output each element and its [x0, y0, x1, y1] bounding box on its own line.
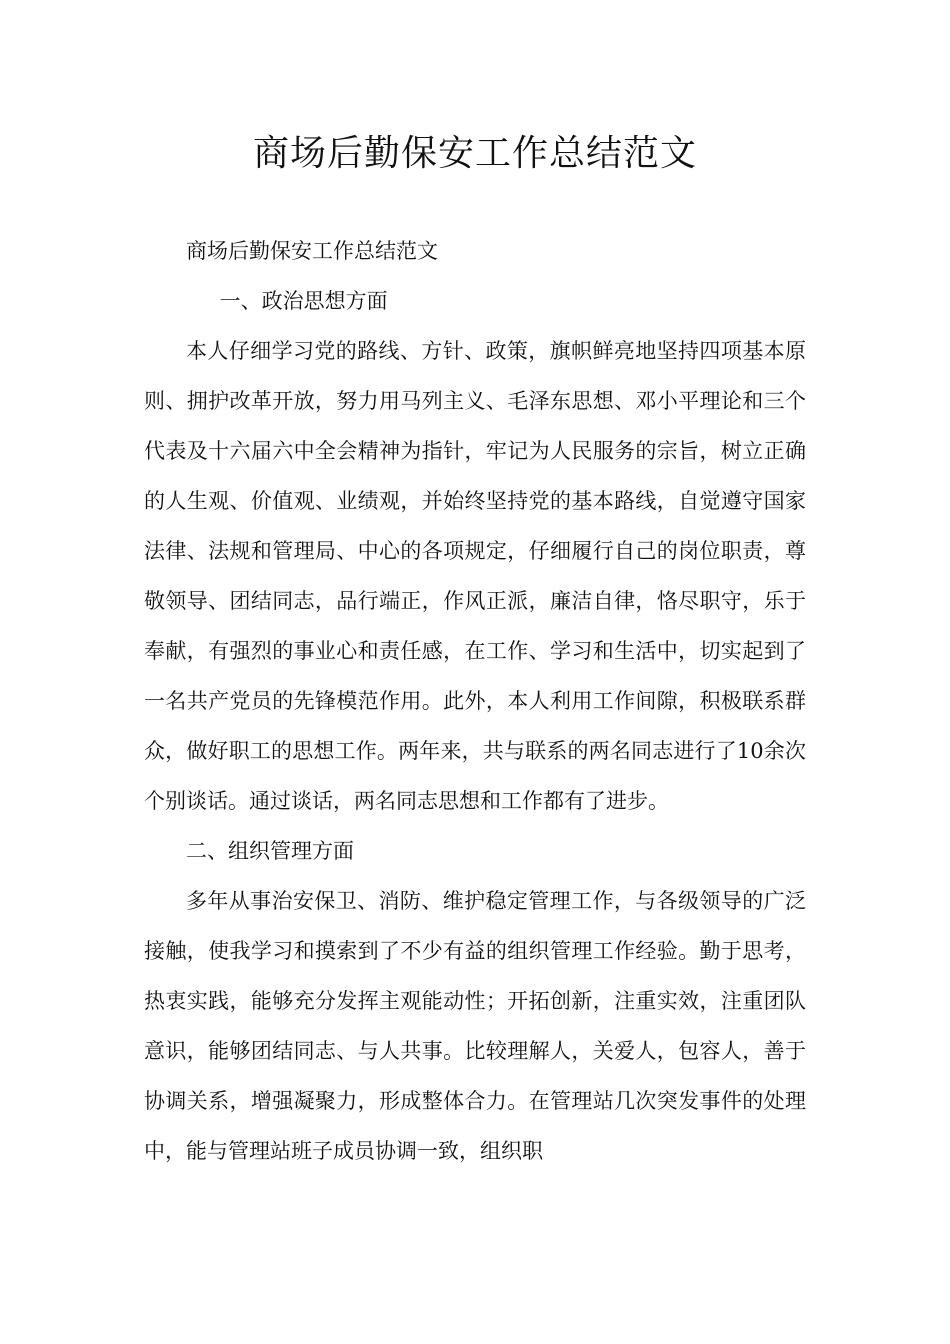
section-heading-political: 一、政治思想方面: [219, 289, 388, 313]
document-title: 商场后勤保安工作总结范文: [252, 133, 697, 174]
document-body: [144, 226, 806, 1176]
body-paragraph-political: 本人仔细学习党的路线、方针、政策，旗帜鲜亮地坚持四项基本原则、拥护改革开放，努力用马列主义、毛泽东思想、邓小平理论和三个代表及十六届六中全会精神为指针，牢记为人民服务的宗旨，树立正确的人生观、价值观、业绩观，并始终坚持党的基本路线，自觉遵守国家法律、法规和管理局、中心的各项规定，仔细履行自己的岗位职责，尊敬领导、团结同志，品行端正，作风正派，廉洁自律，恪尽职守，乐于奉献，有强烈的事业心和责任感，在工作、学习和生活中，切实起到了一名共产党员的先锋模范作用。此外，本人利用工作间隙，积极联系群众，做好职工的思想工作。两年来，共与联系的两名同志进行了10余次个别谈话。通过谈话，两名同志思想和工作都有了进步。: [144, 339, 806, 813]
subtitle-paragraph: 商场后勤保安工作总结范文: [186, 239, 438, 263]
body-paragraph-organization: 多年从事治安保卫、消防、维护稳定管理工作，与各级领导的广泛接触，使我学习和摸索到了不少有益的组织管理工作经验。勤于思考，热衷实践，能够充分发挥主观能动性；开拓创新，注重实效，注重团队意识，能够团结同志、与人共事。比较理解人，关爱人，包容人，善于协调关系，增强凝聚力，形成整体合力。在管理站几次突发事件的处理中，能与管理站班子成员协调一致，组织职: [144, 889, 806, 1163]
section-heading-organization: 二、组织管理方面: [186, 839, 354, 863]
